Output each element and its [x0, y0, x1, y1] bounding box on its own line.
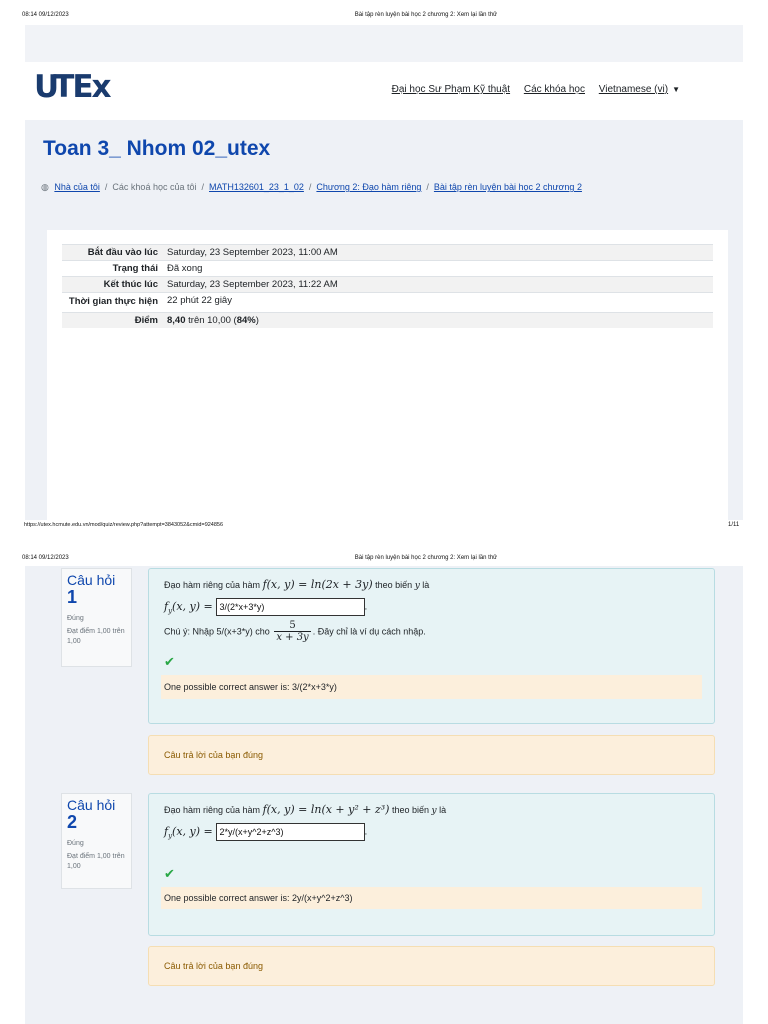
grade-percent: 84% [236, 314, 256, 326]
summary-row-completed [62, 277, 713, 293]
print-footer-url: https://utex.hcmute.edu.vn/mod/quiz/review.php?attempt=3843052&cmid=924856 [24, 522, 224, 528]
question-title: Câu hỏi [67, 797, 116, 813]
grade-text: trên 10,00 ( [185, 314, 237, 326]
feedback-text: Câu trả lời của bạn đúng [164, 961, 263, 971]
language-selector[interactable]: Vietnamese (vi) [598, 84, 669, 95]
right-answer: One possible correct answer is: 2y/(x+y^2+z^3) [161, 887, 702, 909]
summary-value [163, 312, 713, 328]
logo-letter: T [53, 69, 73, 105]
feedback-box [148, 735, 715, 775]
nav-link-university[interactable]: Đại học Sư Phạm Kỹ thuật [391, 84, 511, 95]
print-header-title: Bài tập rèn luyện bài học 2 chương 2: Xem lại lần thử [354, 555, 498, 561]
question-formulation-1 [148, 568, 715, 724]
breadcrumb: ◍ Nhà của tôi / Các khoá học của tôi / MATH132601_23_1_02 / Chương 2: Đạo hàm riêng / Bài tập rèn luyện bài học 2 chương 2 [41, 182, 582, 192]
summary-value: Saturday, 23 September 2023, 11:00 AM [167, 247, 338, 258]
correct-check-icon: ✔ [164, 866, 175, 881]
print-header-date: 08:14 09/12/2023 [22, 555, 69, 561]
print-footer-page: 1/11 [728, 522, 740, 528]
nav-link-courses[interactable]: Các khóa học [523, 84, 585, 95]
summary-value: Đã xong [167, 263, 203, 274]
question-title: Câu hỏi [67, 572, 116, 588]
grade-score: 8,40 [167, 314, 186, 326]
nav-links [0, 84, 680, 95]
summary-label: Thời gian thực hiện [68, 296, 158, 307]
question-number: 1 [67, 586, 78, 607]
breadcrumb-quiz[interactable]: Bài tập rèn luyện bài học 2 chương 2 [433, 182, 582, 192]
question-info-2 [61, 793, 132, 889]
breadcrumb-my-courses: Các khoá học của tôi [112, 182, 197, 192]
summary-value: 22 phút 22 giây [167, 295, 232, 306]
answer-row: $f_y(x$, y) = 2*y/(x+y^2+z^3) . [164, 824, 368, 840]
summary-label: Kết thúc lúc [103, 279, 158, 290]
logo-letter: U [34, 69, 58, 105]
question-status: Đúng [67, 614, 84, 622]
summary-value: Saturday, 23 September 2023, 11:22 AM [167, 279, 338, 290]
question-status: Đúng [67, 839, 84, 847]
answer-input[interactable]: 2*y/(x+y^2+z^3) [216, 823, 365, 841]
caret-down-icon[interactable]: ▼ [672, 85, 680, 94]
attempt-summary-table [62, 244, 713, 328]
question-mark: Đạt điểm 1,00 trên 1,00 [67, 628, 125, 646]
logo-letter: x [91, 69, 110, 105]
feedback-box [148, 946, 715, 986]
correct-check-icon: ✔ [164, 654, 175, 669]
input-note: Chú ý: Nhập 5/(x+3*y) cho $\frac{5}{x + 3y}$ . Đây chỉ là ví dụ cách nhập. [164, 620, 426, 643]
right-answer: One possible correct answer is: 3/(2*x+3*y) [161, 675, 702, 699]
question-text: Đạo hàm riêng của hàm f(x, y) = ln(x + y² + z³) theo biến y là [164, 803, 447, 816]
print-header-date: 08:14 09/12/2023 [22, 12, 69, 18]
summary-label: Điểm [134, 314, 158, 326]
answer-input[interactable]: 3/(2*x+3*y) [216, 598, 365, 616]
feedback-text: Câu trả lời của bạn đúng [164, 750, 263, 760]
summary-row-state [62, 261, 713, 277]
print-header-title: Bài tập rèn luyện bài học 2 chương 2: Xem lại lần thử [354, 12, 498, 18]
question-number: 2 [67, 811, 78, 832]
summary-label: Trạng thái [112, 263, 158, 274]
summary-row-time [62, 293, 713, 313]
dashboard-icon: ◍ [41, 182, 49, 192]
grade-text-end: ) [255, 314, 259, 326]
breadcrumb-course[interactable]: MATH132601_23_1_02 [209, 182, 304, 192]
question-text: Đạo hàm riêng của hàm f(x, y) = ln(2x + 3y) theo biến y là [164, 578, 430, 591]
breadcrumb-chapter[interactable]: Chương 2: Đạo hàm riêng [316, 182, 422, 192]
question-mark: Đạt điểm 1,00 trên 1,00 [67, 853, 125, 871]
question-info-1 [61, 568, 132, 667]
top-band [25, 25, 743, 62]
page-title: Toan 3_ Nhom 02_utex [43, 137, 271, 160]
summary-row-grade [62, 312, 713, 328]
breadcrumb-home[interactable]: Nhà của tôi [54, 182, 100, 192]
summary-label: Bắt đầu vào lúc [87, 247, 158, 258]
summary-row-started [62, 245, 713, 261]
logo-letter: E [72, 69, 92, 105]
answer-row: $f_y(x$, y) = 3/(2*x+3*y) . [164, 599, 368, 615]
